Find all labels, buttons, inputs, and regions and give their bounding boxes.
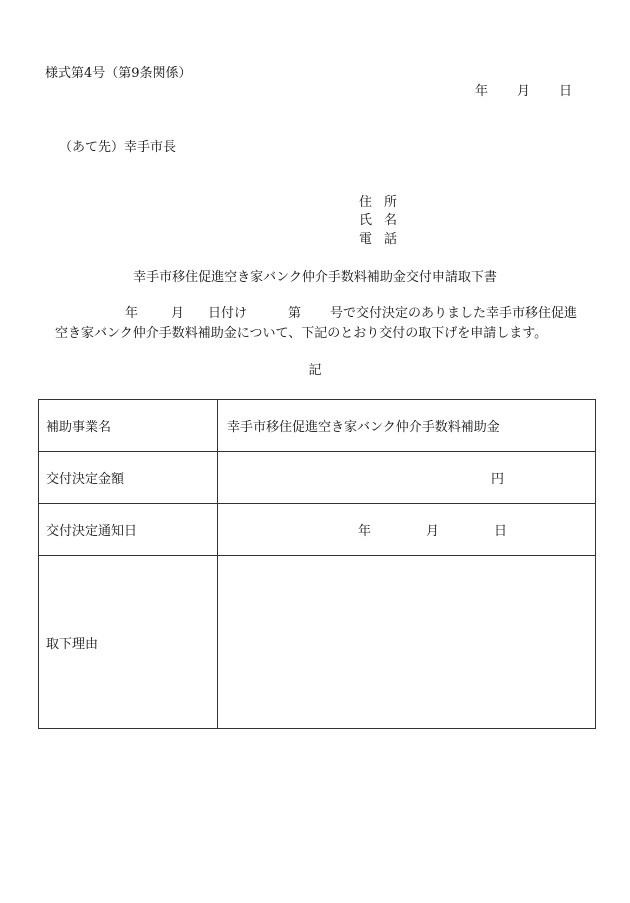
body-month: 月 [171, 306, 185, 321]
project-name-label: 補助事業名 [39, 400, 218, 452]
notice-day: 日 [494, 524, 508, 539]
amount-field[interactable] [218, 452, 596, 504]
document-title: 幸手市移住促進空き家バンク仲介手数料補助金交付申請取下書 [133, 270, 497, 285]
notice-month: 月 [426, 524, 440, 539]
body-text-line-1 [125, 306, 577, 322]
table-row [39, 504, 596, 556]
address-label-char-1: 住 [359, 195, 373, 210]
ki-heading: 記 [308, 363, 322, 378]
applicant-name-label [359, 213, 397, 229]
body-year: 年 [125, 306, 139, 321]
body-day-dated: 日付け [208, 306, 248, 321]
form-number: 様式第4号（第9条関係） [45, 66, 192, 81]
body-text-line-2: 空き家バンク仲介手数料補助金について、下記のとおり交付の取下げを申請します。 [55, 326, 548, 341]
notice-year: 年 [358, 524, 372, 539]
body-line-1-rest: 号で交付決定のありました幸手市移住促進 [330, 306, 578, 321]
phone-label-char-2: 話 [384, 232, 398, 247]
applicant-address-label [359, 195, 397, 211]
name-label-char-2: 名 [384, 213, 398, 228]
notice-date-field[interactable] [218, 504, 596, 556]
date-year-label: 年 [475, 84, 489, 99]
name-label-char-1: 氏 [359, 213, 373, 228]
table-row [39, 556, 596, 729]
reason-label: 取下理由 [39, 556, 218, 729]
detail-table [38, 399, 596, 729]
reason-field[interactable] [218, 556, 596, 729]
submission-date [475, 84, 572, 100]
date-month-label: 月 [517, 84, 531, 99]
table-row [39, 452, 596, 504]
applicant-phone-label [359, 232, 397, 248]
addressee: （あて先）幸手市長 [59, 140, 177, 155]
address-label-char-2: 所 [384, 195, 398, 210]
phone-label-char-1: 電 [359, 232, 373, 247]
yen-unit: 円 [491, 472, 505, 487]
body-number-prefix: 第 [288, 306, 302, 321]
date-day-label: 日 [559, 84, 573, 99]
table-row [39, 400, 596, 452]
project-name-value: 幸手市移住促進空き家バンク仲介手数料補助金 [218, 400, 596, 452]
amount-label: 交付決定金額 [39, 452, 218, 504]
notice-date-label: 交付決定通知日 [39, 504, 218, 556]
